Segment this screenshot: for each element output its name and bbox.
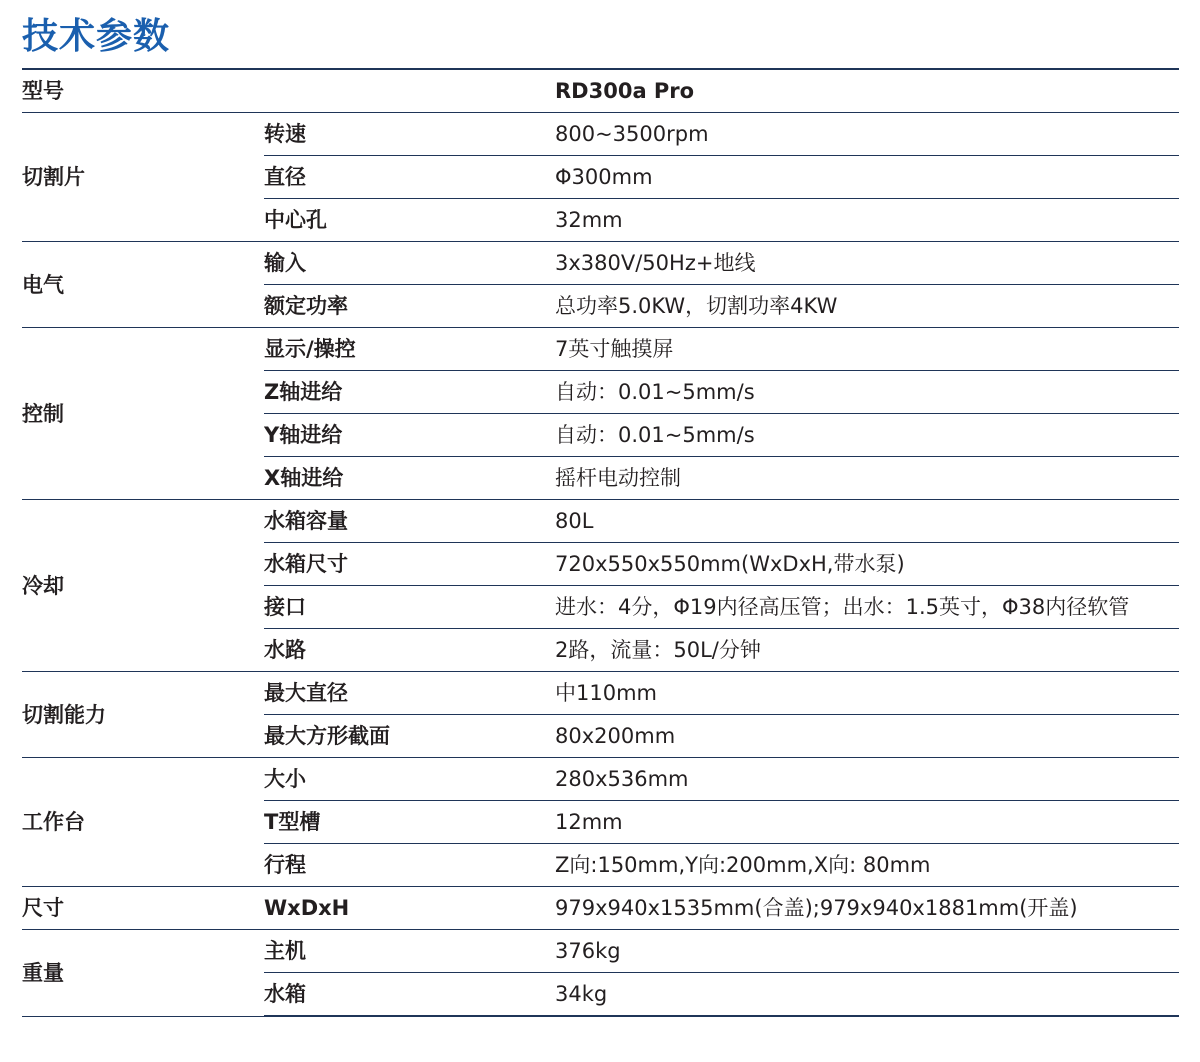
param-label: 输入 xyxy=(264,242,555,285)
spec-row xyxy=(22,242,1179,285)
param-value: 280x536mm xyxy=(555,758,1179,801)
param-label: 水箱容量 xyxy=(264,500,555,543)
param-label: X轴进给 xyxy=(264,457,555,500)
param-label: 大小 xyxy=(264,758,555,801)
param-value: 3x380V/50Hz+地线 xyxy=(555,242,1179,285)
param-value: 34kg xyxy=(555,973,1179,1017)
param-value: 自动：0.01~5mm/s xyxy=(555,371,1179,414)
group-name: 电气 xyxy=(22,242,264,328)
param-label: 主机 xyxy=(264,930,555,973)
param-label: 行程 xyxy=(264,844,555,887)
spec-row xyxy=(22,930,1179,973)
group-name: 冷却 xyxy=(22,500,264,672)
group-name: 控制 xyxy=(22,328,264,500)
spec-row xyxy=(22,758,1179,801)
param-label: 转速 xyxy=(264,113,555,156)
param-value: 7英寸触摸屏 xyxy=(555,328,1179,371)
group-name: 尺寸 xyxy=(22,887,264,930)
param-label: 最大方形截面 xyxy=(264,715,555,758)
spec-row xyxy=(22,672,1179,715)
param-label: 接口 xyxy=(264,586,555,629)
param-label: 中心孔 xyxy=(264,199,555,242)
group-name: 工作台 xyxy=(22,758,264,887)
model-row xyxy=(22,69,1179,113)
param-label: WxDxH xyxy=(264,887,555,930)
param-label: 水箱 xyxy=(264,973,555,1017)
param-value: 800~3500rpm xyxy=(555,113,1179,156)
param-value: 摇杆电动控制 xyxy=(555,457,1179,500)
spec-row xyxy=(22,887,1179,930)
param-label: T型槽 xyxy=(264,801,555,844)
param-value: 自动：0.01~5mm/s xyxy=(555,414,1179,457)
param-label: 水路 xyxy=(264,629,555,672)
param-value: 12mm xyxy=(555,801,1179,844)
param-value: Φ300mm xyxy=(555,156,1179,199)
param-value: 979x940x1535mm(合盖);979x940x1881mm(开盖) xyxy=(555,887,1179,930)
spec-row xyxy=(22,113,1179,156)
param-label: 显示/操控 xyxy=(264,328,555,371)
param-label: 最大直径 xyxy=(264,672,555,715)
param-value: 进水：4分，Φ19内径高压管；出水：1.5英寸，Φ38内径软管 xyxy=(555,586,1179,629)
model-value: RD300a Pro xyxy=(555,69,1179,113)
spec-row xyxy=(22,500,1179,543)
param-label: 水箱尺寸 xyxy=(264,543,555,586)
param-value: 80L xyxy=(555,500,1179,543)
spec-row xyxy=(22,328,1179,371)
spec-table xyxy=(22,68,1179,1017)
param-value: 总功率5.0KW，切割功率4KW xyxy=(555,285,1179,328)
param-value: 720x550x550mm(WxDxH,带水泵) xyxy=(555,543,1179,586)
page-title: 技术参数 xyxy=(22,16,171,57)
param-value: 376kg xyxy=(555,930,1179,973)
group-name: 切割能力 xyxy=(22,672,264,758)
param-label: 额定功率 xyxy=(264,285,555,328)
param-value: 中110mm xyxy=(555,672,1179,715)
spec-table-body xyxy=(22,69,1179,1016)
param-value: 80x200mm xyxy=(555,715,1179,758)
group-name: 切割片 xyxy=(22,113,264,242)
param-value: Z向:150mm,Y向:200mm,X向: 80mm xyxy=(555,844,1179,887)
model-spacer xyxy=(264,69,555,113)
model-label: 型号 xyxy=(22,69,264,113)
param-label: Z轴进给 xyxy=(264,371,555,414)
param-label: 直径 xyxy=(264,156,555,199)
param-label: Y轴进给 xyxy=(264,414,555,457)
param-value: 32mm xyxy=(555,199,1179,242)
group-name: 重量 xyxy=(22,930,264,1017)
param-value: 2路，流量：50L/分钟 xyxy=(555,629,1179,672)
